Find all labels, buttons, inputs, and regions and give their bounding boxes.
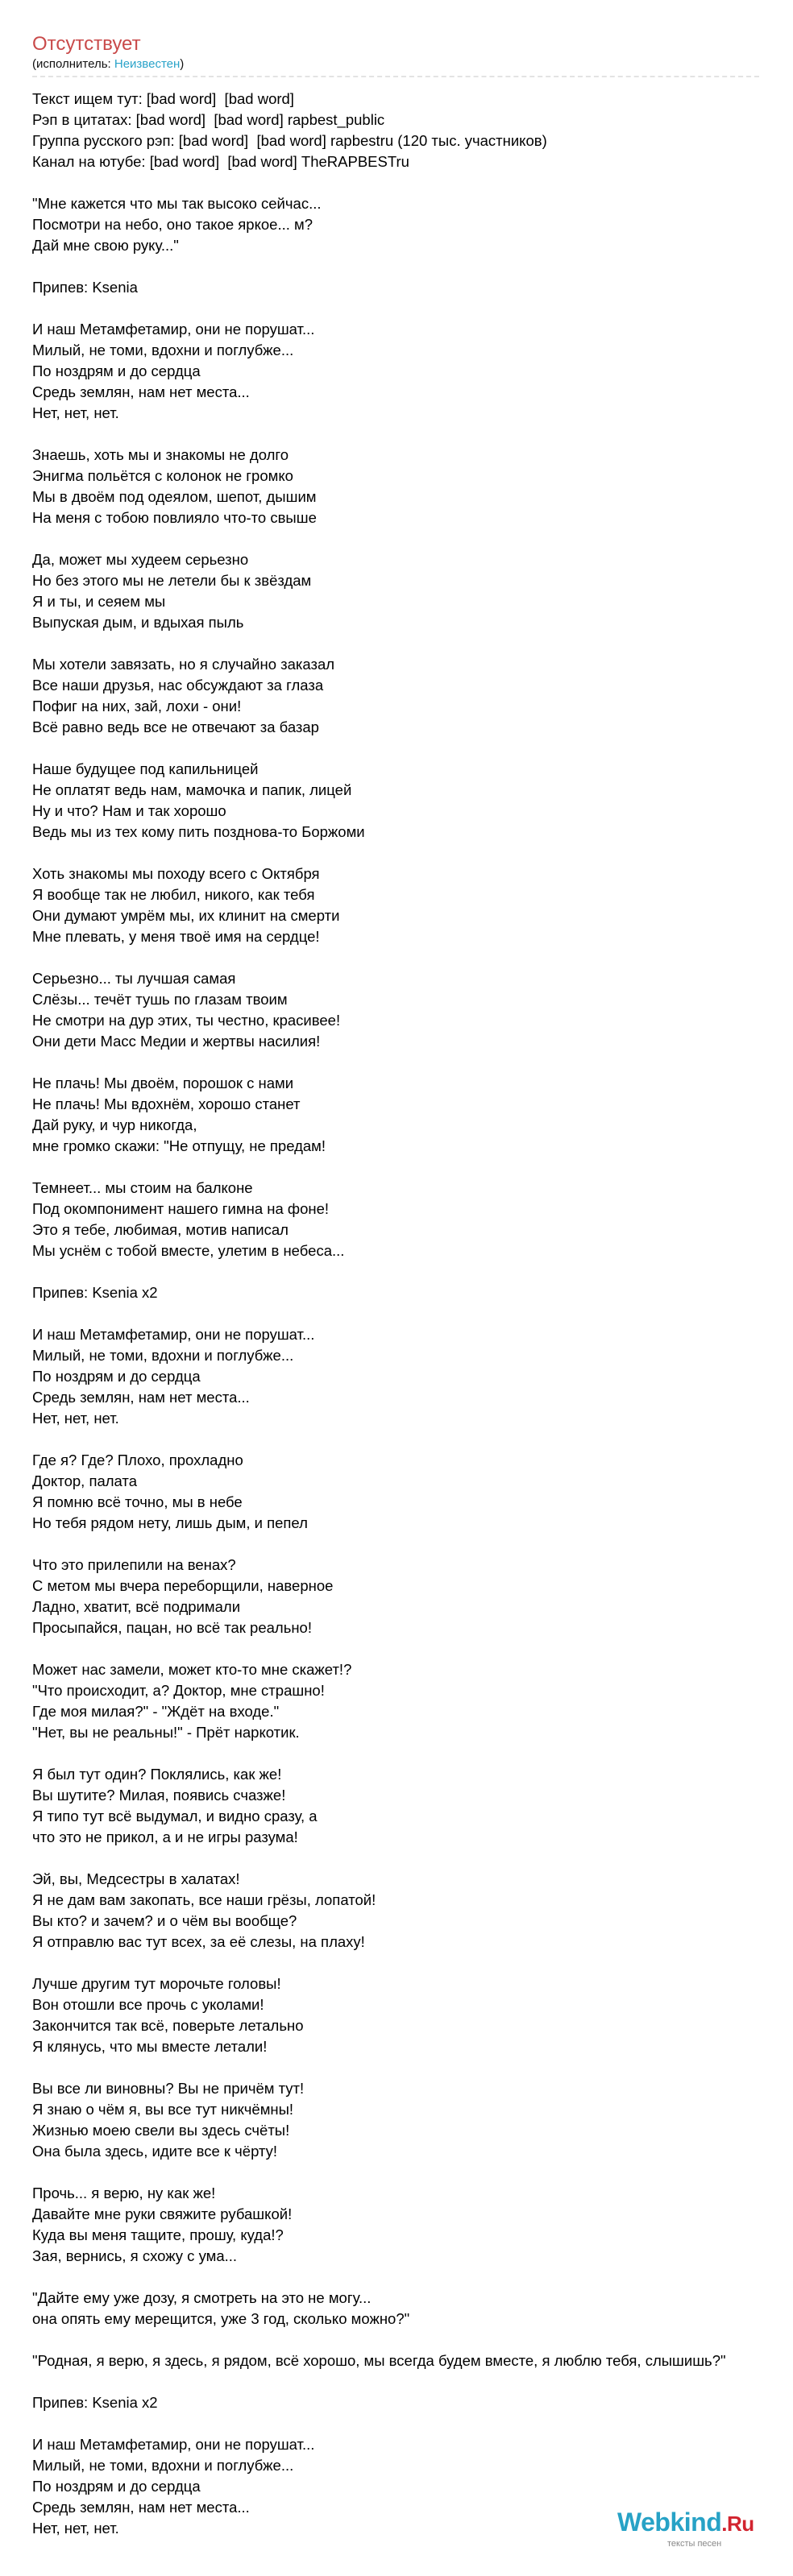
lyric-line: Милый, не томи, вдохни и поглубже... [32, 342, 294, 358]
lyric-line: Милый, не томи, вдохни и поглубже... [32, 2457, 294, 2474]
lyric-line: Вы кто? и зачем? и о чём вы вообще? [32, 1912, 297, 1929]
lyric-line: Припев: Ksenia x2 [32, 1284, 158, 1301]
lyric-line: Эй, вы, Медсестры в халатах! [32, 1870, 240, 1887]
lyric-line: Где моя милая?" - "Ждёт на входе." [32, 1703, 280, 1720]
lyric-line: И наш Метамфетамир, они не порушат... [32, 2436, 315, 2453]
lyric-line: Пофиг на них, зай, лохи - они! [32, 698, 242, 714]
lyric-line: Слёзы... течёт тушь по глазам твоим [32, 991, 288, 1008]
lyric-line: Лучше другим тут морочьте головы! [32, 1975, 281, 1992]
lyric-line: Я и ты, и сеяем мы [32, 593, 166, 610]
lyric-line: Группа русского рэп: [bad word] [bad word] rapbestru (120 тыс. участников) [32, 132, 547, 149]
lyric-line: она опять ему мерещится, уже 3 год, сколько можно?" [32, 2310, 410, 2327]
lyric-line [32, 1429, 793, 1450]
lyric-line: Не плачь! Мы вдохнём, хорошо станет [32, 1095, 301, 1112]
lyric-line: Доктор, палата [32, 1472, 137, 1489]
lyric-line: Нет, нет, нет. [32, 404, 119, 421]
lyric-line: По ноздрям и до сердца [32, 2478, 201, 2495]
lyric-line: Ну и что? Нам и так хорошо [32, 802, 226, 819]
lyric-line: Средь землян, нам нет места... [32, 2499, 250, 2516]
lyric-line: Вы шутите? Милая, появись счазже! [32, 1787, 286, 1804]
lyric-line: Под окомпонимент нашего гимна на фоне! [32, 1200, 330, 1217]
lyric-line: Я типо тут всё выдумал, и видно сразу, а [32, 1808, 318, 1824]
lyric-line [32, 424, 793, 445]
lyric-line: Не плачь! Мы двоём, порошок с нами [32, 1075, 294, 1091]
lyric-line: Выпуская дым, и вдыхая пыль [32, 614, 244, 631]
lyric-line: Где я? Где? Плохо, прохладно [32, 1452, 243, 1468]
lyric-line [32, 528, 793, 549]
lyric-line [32, 1953, 793, 1973]
lyric-line: Она была здесь, идите все к чёрту! [32, 2143, 278, 2160]
lyric-line [32, 2413, 793, 2434]
lyric-line: Не смотри на дур этих, ты честно, красивее! [32, 1012, 341, 1029]
lyric-line: Наше будущее под капильницей [32, 760, 259, 777]
lyric-line [32, 1848, 793, 1869]
webkind-logo[interactable] [617, 2507, 778, 2555]
lyric-line: Рэп в цитатах: [bad word] [bad word] rapbest_public [32, 111, 385, 128]
lyric-line: Знаешь, хоть мы и знакомы не долго [32, 446, 289, 463]
lyric-line: Они думают умрём мы, их клинит на смерти [32, 907, 340, 924]
lyric-line [32, 298, 793, 319]
lyric-line: Не оплатят ведь нам, мамочка и папик, лицей [32, 781, 352, 798]
lyric-line [32, 2162, 793, 2183]
logo-wordmark [617, 2507, 778, 2539]
lyric-line: Канал на ютубе: [bad word] [bad word] TheRAPBESTru [32, 153, 409, 170]
lyric-line [32, 1303, 793, 1324]
lyric-line: Да, может мы худеем серьезно [32, 551, 249, 568]
lyric-line [32, 633, 793, 654]
lyric-line: Ведь мы из тех кому пить позднова-то Боржоми [32, 823, 365, 840]
lyric-line: Средь землян, нам нет места... [32, 383, 250, 400]
lyric-line: что это не прикол, а и не игры разума! [32, 1828, 298, 1845]
lyric-line: Посмотри на небо, оно такое яркое... м? [32, 216, 313, 233]
lyric-line [32, 2057, 793, 2078]
lyric-line: Средь землян, нам нет места... [32, 1389, 250, 1406]
performer-suffix: ) [180, 57, 185, 71]
lyric-line: Они дети Масс Медии и жертвы насилия! [32, 1033, 321, 1050]
lyric-line: Вы все ли виновны? Вы не причём тут! [32, 2080, 305, 2097]
lyric-line: На меня с тобою повлияло что-то свыше [32, 509, 317, 526]
lyric-line: По ноздрям и до сердца [32, 1368, 201, 1385]
lyric-line: "Мне кажется что мы так высоко сейчас... [32, 195, 322, 212]
song-title: Отсутствует [32, 33, 141, 55]
logo-name: Webkind [617, 2508, 722, 2537]
lyric-line: Что это прилепили на венах? [32, 1556, 236, 1573]
lyric-line [32, 947, 793, 968]
lyric-line: Всё равно ведь все не отвечают за базар [32, 719, 319, 735]
lyric-line: Я помню всё точно, мы в небе [32, 1493, 243, 1510]
lyric-line: Давайте мне руки свяжите рубашкой! [32, 2205, 293, 2222]
lyric-line: Это я тебе, любимая, мотив написал [32, 1221, 289, 1238]
lyric-line: По ноздрям и до сердца [32, 362, 201, 379]
lyric-line [32, 843, 793, 863]
lyric-line: Хоть знакомы мы походу всего с Октября [32, 865, 320, 882]
lyric-line: "Что происходит, а? Доктор, мне страшно! [32, 1682, 325, 1699]
performer-link[interactable]: Неизвестен [114, 57, 181, 71]
lyrics-text [32, 89, 793, 2539]
lyric-line [32, 1052, 793, 1073]
lyric-line: И наш Метамфетамир, они не порушат... [32, 321, 315, 338]
lyric-line [32, 738, 793, 759]
lyric-line [32, 2371, 793, 2392]
lyric-line: Дай мне свою руку..." [32, 237, 179, 254]
lyric-line: Текст ищем тут: [bad word] [bad word] [32, 90, 294, 107]
lyric-line: Ладно, хватит, всё подримали [32, 1598, 241, 1615]
lyric-line: Серьезно... ты лучшая самая [32, 970, 236, 987]
lyric-line [32, 1638, 793, 1659]
lyric-line: Жизнью моею свели вы здесь счёты! [32, 2122, 290, 2139]
lyric-line: Я не дам вам закопать, все наши грёзы, лопатой! [32, 1891, 376, 1908]
performer-line [32, 56, 759, 77]
lyric-line: "Дайте ему уже дозу, я смотреть на это не могу... [32, 2289, 372, 2306]
lyric-line: Темнеет... мы стоим на балконе [32, 1179, 253, 1196]
lyric-line: Но без этого мы не летели бы к звёздам [32, 572, 312, 589]
lyric-line: Но тебя рядом нету, лишь дым, и пепел [32, 1514, 308, 1531]
lyric-line [32, 2330, 793, 2350]
lyric-line: Может нас замели, может кто-то мне скажет!? [32, 1661, 352, 1678]
lyric-line: Мы хотели завязать, но я случайно заказал [32, 656, 335, 673]
lyric-line: мне громко скажи: "Не отпущу, не предам! [32, 1137, 326, 1154]
lyric-line: Дай руку, и чур никогда, [32, 1116, 197, 1133]
lyric-line: "Родная, я верю, я здесь, я рядом, всё хорошо, мы всегда будем вместе, я люблю тебя, слышишь?" [32, 2352, 726, 2369]
lyric-line [32, 1261, 793, 1282]
lyric-line [32, 1157, 793, 1178]
lyric-line: Припев: Ksenia [32, 279, 138, 296]
lyric-line: Все наши друзья, нас обсуждают за глаза [32, 677, 324, 694]
lyric-line: Милый, не томи, вдохни и поглубже... [32, 1347, 294, 1364]
lyric-line: Нет, нет, нет. [32, 2520, 119, 2537]
lyric-line: Просыпайся, пацан, но всё так реально! [32, 1619, 312, 1636]
lyric-line: Куда вы меня тащите, прошу, куда!? [32, 2226, 284, 2243]
lyric-line: Мне плевать, у меня твоё имя на сердце! [32, 928, 320, 945]
lyric-line [32, 2267, 793, 2288]
lyric-line: Я вообще так не любил, никого, как тебя [32, 886, 315, 903]
lyric-line: Я знаю о чём я, вы все тут никчёмны! [32, 2101, 294, 2118]
lyric-line: Прочь... я верю, ну как же! [32, 2185, 216, 2201]
lyric-line [32, 1534, 793, 1555]
lyric-line [32, 256, 793, 277]
lyric-line: Я был тут один? Поклялись, как же! [32, 1766, 282, 1783]
lyric-line: Мы уснём с тобой вместе, улетим в небеса... [32, 1242, 345, 1259]
lyric-line: "Нет, вы не реальны!" - Прёт наркотик. [32, 1724, 300, 1741]
lyric-line: Мы в двоём под одеялом, шепот, дышим [32, 488, 317, 505]
lyric-line [32, 1743, 793, 1764]
lyric-line: Я клянусь, что мы вместе летали! [32, 2038, 268, 2055]
lyric-line: С метом мы вчера переборщили, наверное [32, 1577, 334, 1594]
lyric-line: Нет, нет, нет. [32, 1410, 119, 1427]
lyric-line [32, 172, 793, 193]
lyric-line: Зая, вернись, я схожу с ума... [32, 2247, 238, 2264]
performer-prefix: (исполнитель: [32, 57, 114, 71]
lyric-line: Закончится так всё, поверьте летально [32, 2017, 304, 2034]
lyric-line: Вон отошли все прочь с уколами! [32, 1996, 264, 2013]
lyric-line: Припев: Ksenia x2 [32, 2394, 158, 2411]
lyric-line: И наш Метамфетамир, они не порушат... [32, 1326, 315, 1343]
logo-tld: .Ru [721, 2512, 754, 2536]
logo-tagline: тексты песен [667, 2539, 722, 2549]
song-header [32, 32, 759, 77]
lyric-line: Энигма польётся с колонок не громко [32, 467, 293, 484]
lyric-line: Я отправлю вас тут всех, за её слезы, на плаху! [32, 1933, 365, 1950]
